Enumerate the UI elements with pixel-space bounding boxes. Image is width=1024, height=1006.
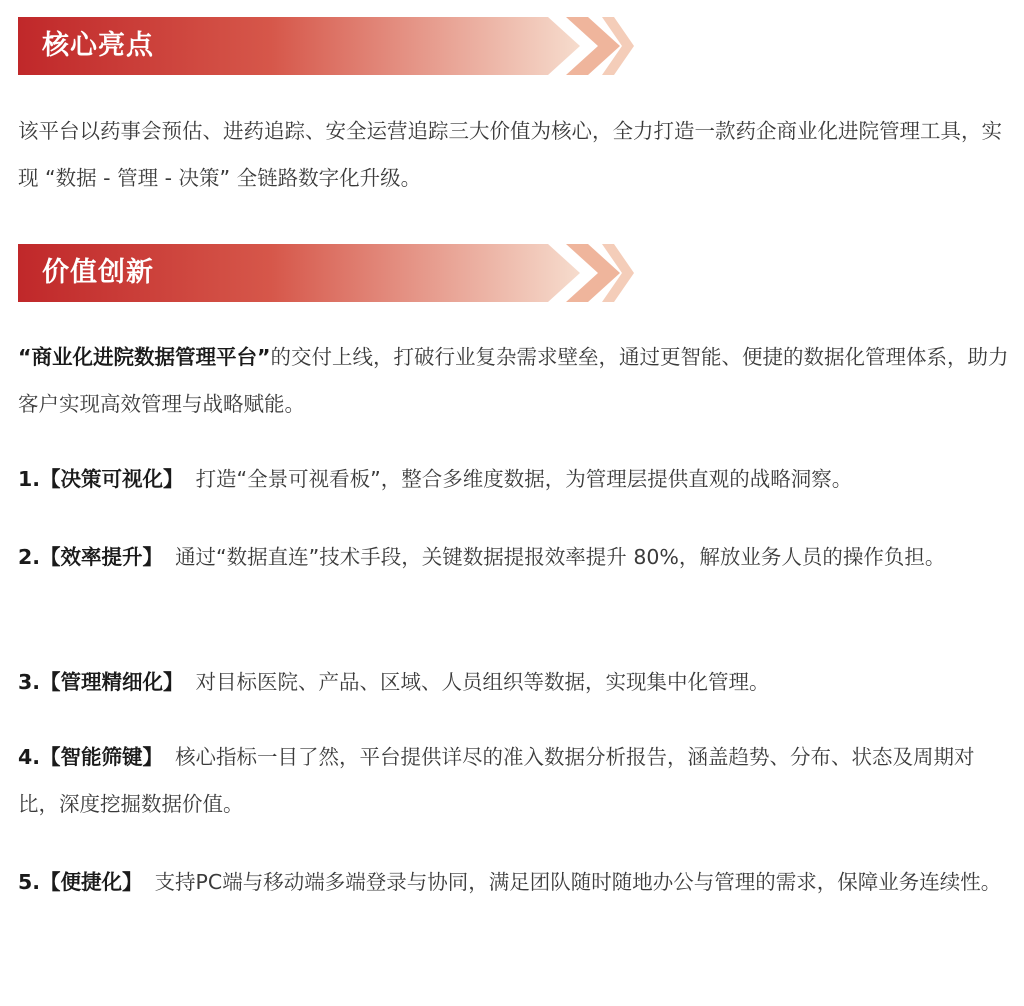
list-item-text: 对目标医院、产品、区域、人员组织等数据，实现集中化管理。 [195,670,770,694]
section-title: 核心亮点 [42,30,154,61]
list-item-text: 支持PC端与移动端多端登录与协同，满足团队随时随地办公与管理的需求，保障业务连续性。 [154,870,1002,894]
value-intro-paragraph [18,334,1010,428]
value-intro-text: 的交付上线，打破行业复杂需求壁垒，通过更智能、便捷的数据化管理体系，助力客户实现高效管理与战略赋能。 [18,345,1009,416]
list-item-heading: 4.【智能筛键】 [18,745,164,769]
list-item [18,456,1010,503]
list-item [18,659,1010,706]
list-item-heading: 3.【管理精细化】 [18,670,184,694]
intro-paragraph: 该平台以药事会预估、进药追踪、安全运营追踪三大价值为核心，全力打造一款药企商业化进院管理工具，实现 “数据 - 管理 - 决策” 全链路数字化升级。 [18,119,1002,190]
section-banner-value [18,244,634,302]
list-item-text: 打造“全景可视看板”，整合多维度数据，为管理层提供直观的战略洞察。 [195,467,853,491]
list-item [18,734,1010,828]
platform-name: “商业化进院数据管理平台” [18,345,271,369]
list-item-text: 通过“数据直连”技术手段，关键数据提报效率提升 80%，解放业务人员的操作负担。 [175,545,946,569]
list-item-heading: 1.【决策可视化】 [18,467,184,491]
list-item [18,534,1010,581]
section-banner-highlights [18,17,634,75]
list-item-heading: 5.【便捷化】 [18,870,143,894]
section-title: 价值创新 [42,257,154,288]
list-item-text: 核心指标一目了然，平台提供详尽的准入数据分析报告，涵盖趋势、分布、状态及周期对比，深度挖掘数据价值。 [18,745,975,816]
list-item [18,859,1010,906]
list-item-heading: 2.【效率提升】 [18,545,164,569]
